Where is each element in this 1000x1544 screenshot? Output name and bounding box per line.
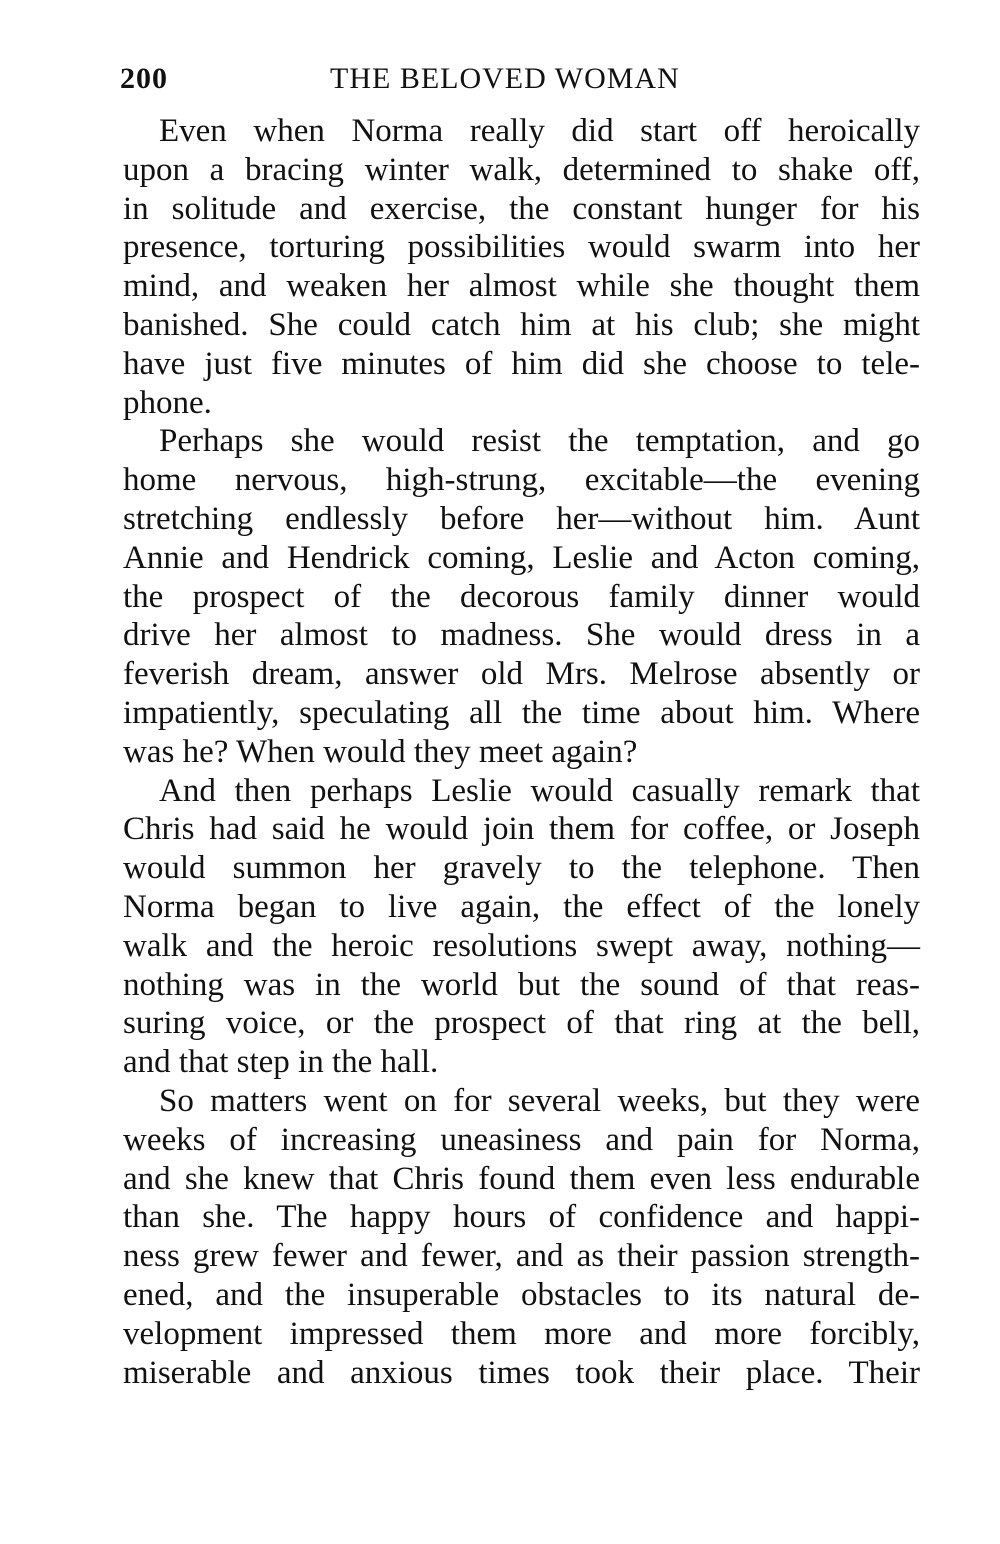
text-line: banished. She could catch him at his club; she might — [123, 306, 920, 343]
text-line: have just five minutes of him did she choose to tele- — [123, 345, 920, 382]
text-line: and that step in the hall. — [123, 1044, 439, 1081]
text-line: Perhaps she would resist the temptation, and go — [159, 423, 920, 460]
text-line: would summon her gravely to the telephone. Then — [123, 850, 920, 887]
text-line: in solitude and exercise, the constant hunger for his — [123, 190, 920, 227]
page-header — [120, 62, 920, 102]
text-line: stretching endlessly before her—without him. Aunt — [123, 500, 920, 537]
text-line: weeks of increasing uneasiness and pain for Norma, — [123, 1121, 920, 1158]
text-line: miserable and anxious times took their place. Their — [123, 1354, 920, 1391]
text-line: phone. — [123, 384, 212, 421]
text-line: upon a bracing winter walk, determined to shake off, — [123, 151, 920, 188]
text-line: ened, and the insuperable obstacles to its natural de- — [123, 1276, 920, 1313]
text-line: was he? When would they meet again? — [123, 733, 638, 770]
running-title: THE BELOVED WOMAN — [330, 62, 680, 95]
paragraph — [123, 112, 920, 422]
text-line: nothing was in the world but the sound of that reas- — [123, 966, 920, 1003]
paragraph — [123, 422, 920, 771]
paragraph — [123, 772, 920, 1082]
text-line: And then perhaps Leslie would casually remark that — [159, 772, 920, 809]
text-line: Norma began to live again, the effect of the lonely — [123, 888, 920, 925]
text-line: Chris had said he would join them for coffee, or Joseph — [123, 811, 920, 848]
text-line: So matters went on for several weeks, but they were — [159, 1082, 920, 1119]
text-line: home nervous, high-strung, excitable—the evening — [123, 462, 920, 499]
text-line: the prospect of the decorous family dinner would — [123, 578, 920, 615]
text-line: feverish dream, answer old Mrs. Melrose absently or — [123, 656, 920, 693]
text-line: velopment impressed them more and more forcibly, — [123, 1315, 920, 1352]
text-line: Even when Norma really did start off heroically — [159, 113, 920, 149]
text-line: impatiently, speculating all the time about him. Where — [123, 694, 920, 731]
text-line: ness grew fewer and fewer, and as their passion strength- — [123, 1238, 920, 1275]
paragraph — [123, 1082, 920, 1392]
text-line: drive her almost to madness. She would dress in a — [123, 617, 920, 654]
body-text — [123, 112, 920, 1392]
text-line: mind, and weaken her almost while she thought them — [123, 268, 920, 305]
text-line: presence, torturing possibilities would swarm into her — [123, 229, 920, 266]
text-line: suring voice, or the prospect of that ring at the bell, — [123, 1005, 920, 1042]
text-line: than she. The happy hours of confidence and happi- — [123, 1199, 920, 1236]
page-number: 200 — [120, 62, 168, 95]
text-line: Annie and Hendrick coming, Leslie and Acton coming, — [123, 539, 920, 576]
text-line: walk and the heroic resolutions swept away, nothing— — [123, 927, 920, 964]
text-line: and she knew that Chris found them even less endurable — [123, 1160, 920, 1197]
